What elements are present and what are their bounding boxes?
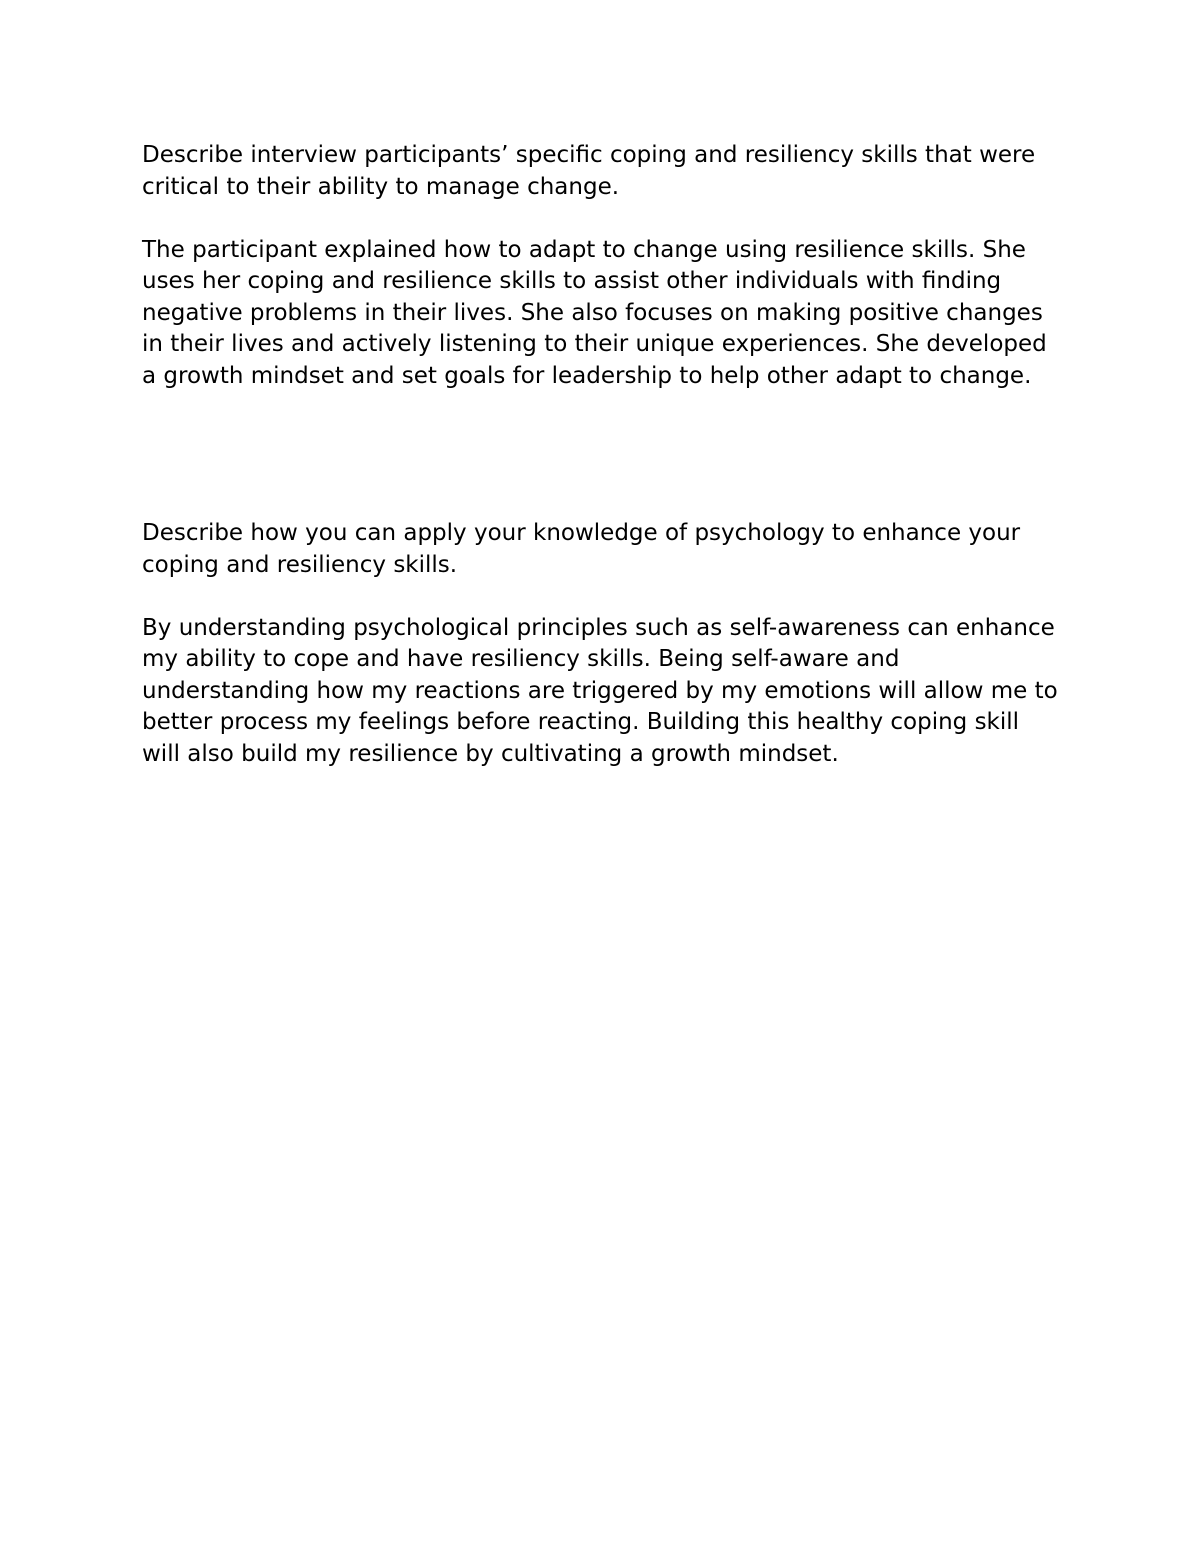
paragraph-spacer xyxy=(142,581,1062,613)
paragraph-spacer xyxy=(142,203,1062,235)
question-1: Describe interview participants’ specific coping and resiliency skills that were critical to their ability to manage change. xyxy=(142,142,1036,200)
document-body xyxy=(142,140,1062,770)
answer-1: The participant explained how to adapt to change using resilience skills. She uses her coping and resilience skills to assist other individuals with finding negative problems in their lives. She also focuses on making positive changes in their lives and actively listening to their unique experiences. She developed a growth mindset and set goals for leadership to help other adapt to change. xyxy=(142,236,1047,389)
question-2: Describe how you can apply your knowledge of psychology to enhance your coping and resiliency skills. xyxy=(142,520,1021,578)
section-spacer xyxy=(142,392,1062,518)
answer-2: By understanding psychological principles such as self-awareness can enhance my ability to cope and have resiliency skills. Being self-aware and understanding how my reactions are triggered by my emotions will allow me to better process my feelings before reacting. Building this healthy coping skill will also build my resilience by cultivating a growth mindset. xyxy=(142,614,1058,767)
